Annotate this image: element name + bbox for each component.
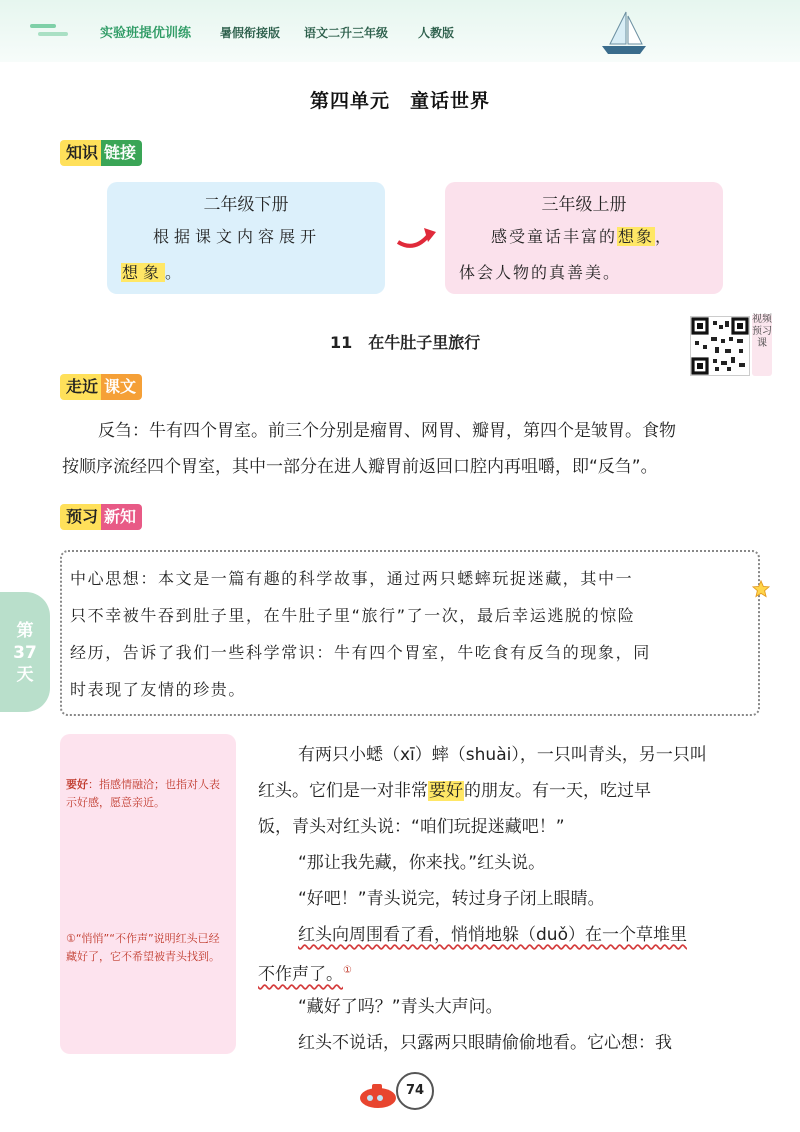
day-label: 第37天 xyxy=(13,621,37,685)
story-line: 红头向周围看了看，悄悄地躲（duǒ）在一个草堆里 xyxy=(298,925,687,945)
approach-line-2: 按顺序流经四个胃室，其中一部分在进人瓣胃前返回口腔内再咀嚼，即“反刍”。 xyxy=(62,457,658,477)
header-subtitle: 暑假衔接版 xyxy=(220,26,281,40)
highlight-term: 想象 xyxy=(122,263,165,282)
arrow-right-icon xyxy=(394,222,440,252)
story-line: 有两只小蟋（xī）蟀（shuài），一只叫青头，另一只叫 xyxy=(298,745,707,765)
header-grade: 语文二升三年级 xyxy=(304,26,389,40)
tag-part-a: 知识 xyxy=(60,140,101,166)
story-line: 不作声了。① xyxy=(258,964,352,985)
story-line: 红头。它们是一对非常要好的朋友。有一天，吃过早 xyxy=(258,781,651,801)
note-1: ①“悄悄”“不作声”说明红头已经藏好了，它不希望被青头找到。 xyxy=(66,932,220,963)
grade2-box xyxy=(107,182,385,294)
central-idea-text: 中心思想：本文是一篇有趣的科学故事，通过两只蟋蟀玩捉迷藏，其中一 只不幸被牛吞到肚子里，在牛肚子里“旅行”了一次，最后幸运逃脱的惊险 经历，告诉了我们一些科学常识：牛有四个胃室，牛吃食有反刍的现象，同 时表现了友情的珍贵。 xyxy=(70,569,651,699)
header-decoration-icon xyxy=(30,22,70,42)
tag-part-b: 课文 xyxy=(101,374,142,400)
unit-title: 第四单元 童话世界 xyxy=(309,90,490,112)
header-edition: 人教版 xyxy=(418,26,455,40)
story-line: “好吧！”青头说完，转过身子闭上眼睛。 xyxy=(298,889,605,909)
series-title: 实验班提优训练 xyxy=(100,26,192,41)
sailboat-icon xyxy=(596,8,652,60)
story-line: “那让我先藏，你来找。”红头说。 xyxy=(298,853,546,873)
story-line: 红头不说话，只露两只眼睛偷偷地看。它心想：我 xyxy=(298,1033,672,1053)
tag-part-a: 预习 xyxy=(60,504,101,530)
approach-line-1: 反刍：牛有四个胃室。前三个分别是瘤胃、网胃、瓣胃，第四个是皱胃。食物 xyxy=(98,421,676,441)
star-icon xyxy=(752,580,770,598)
lesson-title: 11 在牛肚子里旅行 xyxy=(330,333,481,352)
highlight-term: 想象 xyxy=(618,227,655,246)
preview-tag xyxy=(60,504,142,530)
story-line: “藏好了吗？”青头大声问。 xyxy=(298,997,503,1017)
grade3-title: 三年级上册 xyxy=(541,195,627,215)
story-line: 饭，青头对红头说：“咱们玩捉迷藏吧！” xyxy=(258,817,565,837)
approach-text-tag xyxy=(60,374,142,400)
tag-part-b: 新知 xyxy=(101,504,142,530)
note-yaohao: 要好：指感情融洽；也指对人表示好感，愿意亲近。 xyxy=(66,778,220,809)
grade2-title: 二年级下册 xyxy=(203,195,289,215)
grade3-text: 感受童话丰富的想象， 体会人物的真善美。 xyxy=(459,227,674,282)
tag-part-a: 走近 xyxy=(60,374,101,400)
qr-code-icon[interactable] xyxy=(690,316,750,376)
highlight-term: 要好 xyxy=(429,781,463,801)
grade3-box xyxy=(445,182,723,294)
tag-part-b: 链接 xyxy=(101,140,142,166)
video-preview-label[interactable]: 视频预习课 xyxy=(752,314,772,376)
footnote-marker: ① xyxy=(343,965,352,976)
knowledge-link-tag xyxy=(60,140,142,166)
page-number: 74 xyxy=(396,1072,434,1110)
grade2-text: 根据课文内容展开 想象。 xyxy=(122,227,322,282)
